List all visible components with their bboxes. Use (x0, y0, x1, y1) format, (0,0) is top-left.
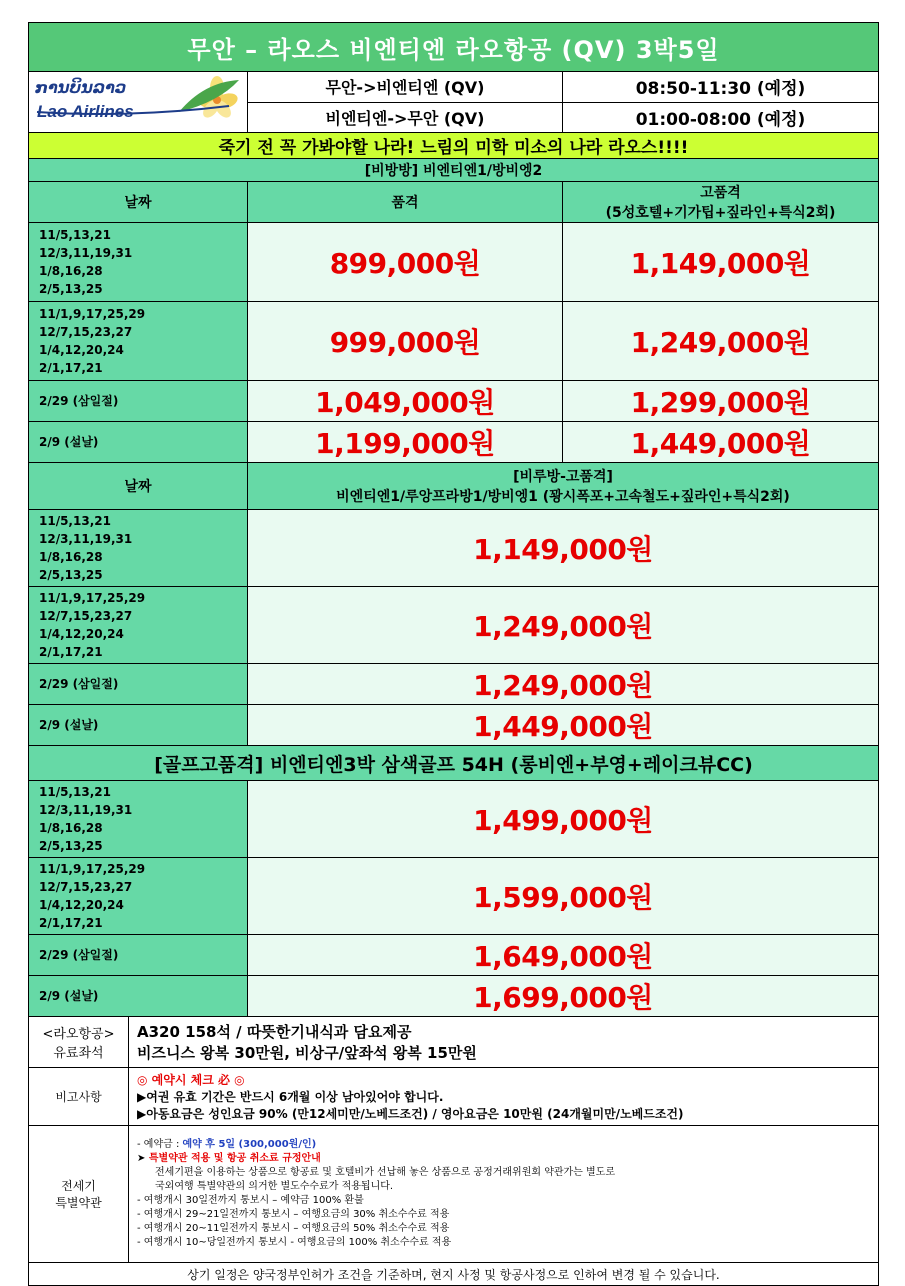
pointer-icon: ➤ (137, 1153, 149, 1164)
seats-label-line1: <라오항공> (42, 1027, 115, 1042)
notes-table (28, 1016, 879, 1286)
section2-title-line2: 비엔티엔1/루앙프라방1/방비엥1 (꽝시폭포+고속철도+짚라인+특식2회) (336, 489, 790, 505)
table-row (29, 935, 879, 976)
date-line: 2/1,17,21 (39, 645, 103, 659)
date-line: 11/5,13,21 (39, 228, 111, 242)
date-cell (29, 302, 248, 381)
price-cell: 1,449,000원 (248, 705, 879, 746)
remarks-info (129, 1068, 879, 1126)
price-prem: 1,249,000원 (563, 302, 879, 381)
seats-info (129, 1017, 879, 1068)
table-row (29, 705, 879, 746)
date-line: 11/1,9,17,25,29 (39, 307, 146, 321)
seats-label-line2: 유료좌석 (53, 1046, 104, 1061)
seats-label (29, 1017, 129, 1068)
rule-line: - 여행개시 30일전까지 통보시 – 예약금 100% 환불 (137, 1195, 364, 1206)
flight-time-out: 08:50-11:30 (예정) (563, 72, 879, 103)
deposit-prefix: - 예약금 : (137, 1139, 183, 1150)
date-line: 12/3,11,19,31 (39, 532, 133, 546)
deposit-line (137, 1138, 870, 1152)
date-line: 12/3,11,19,31 (39, 803, 133, 817)
rule-line: - 여행개시 10~당일전까지 통보시 - 여행요금의 100% 취소수수료 적용 (137, 1237, 452, 1248)
table-row (29, 587, 879, 664)
remarks-label: 비고사항 (29, 1068, 129, 1126)
date-cell: 2/9 (설날) (29, 422, 248, 463)
date-line: 1/8,16,28 (39, 264, 103, 278)
section2-col-date: 날짜 (29, 463, 248, 510)
date-line: 11/1,9,17,25,29 (39, 862, 146, 876)
flight-route-out: 무안->비엔티엔 (QV) (248, 72, 563, 103)
date-line: 12/7,15,23,27 (39, 880, 133, 894)
date-cell (29, 858, 248, 935)
table-row (29, 381, 879, 422)
date-line: 2/5,13,25 (39, 282, 103, 296)
price-sheet (28, 22, 878, 1286)
table-row (29, 781, 879, 858)
price-prem: 1,449,000원 (563, 422, 879, 463)
price-std: 1,199,000원 (248, 422, 563, 463)
price-std: 999,000원 (248, 302, 563, 381)
date-line: 1/4,12,20,24 (39, 343, 124, 357)
table-row (29, 302, 879, 381)
date-line: 11/5,13,21 (39, 514, 111, 528)
flight-route-back: 비엔티엔->무안 (QV) (248, 102, 563, 133)
section1-col-date: 날짜 (29, 182, 248, 223)
date-cell: 2/29 (삼일절) (29, 935, 248, 976)
date-line: 2/5,13,25 (39, 568, 103, 582)
price-cell: 1,249,000원 (248, 664, 879, 705)
date-cell (29, 510, 248, 587)
price-table (28, 22, 879, 1017)
section1-col-prem-line2: (5성호텔+기가팁+짚라인+특식2회) (605, 205, 836, 221)
price-std: 899,000원 (248, 223, 563, 302)
price-cell: 1,649,000원 (248, 935, 879, 976)
price-prem: 1,299,000원 (563, 381, 879, 422)
date-line: 1/4,12,20,24 (39, 627, 124, 641)
section1-title: [비방방] 비엔티엔1/방비엥2 (29, 159, 879, 182)
price-cell: 1,699,000원 (248, 976, 879, 1017)
rule-line: - 여행개시 29~21일전까지 통보시 – 여행요금의 30% 취소수수료 적용 (137, 1209, 450, 1220)
charter-label (29, 1126, 129, 1263)
date-line: 2/5,13,25 (39, 839, 103, 853)
date-line: 12/7,15,23,27 (39, 325, 133, 339)
date-cell (29, 781, 248, 858)
date-cell: 2/29 (삼일절) (29, 664, 248, 705)
date-cell: 2/9 (설날) (29, 976, 248, 1017)
section3-title: [골프고품격] 비엔티엔3박 삼색골프 54H (롱비엔+부영+레이크뷰CC) (29, 746, 879, 781)
special-title (137, 1152, 870, 1166)
table-row (29, 664, 879, 705)
deposit-value: 예약 후 5일 (300,000원/인) (182, 1139, 317, 1150)
logo-name: Lao Airlines (37, 102, 134, 121)
date-line: 2/1,17,21 (39, 361, 103, 375)
date-line: 1/8,16,28 (39, 821, 103, 835)
airline-logo (29, 72, 248, 133)
date-line: 12/7,15,23,27 (39, 609, 133, 623)
price-std: 1,049,000원 (248, 381, 563, 422)
special-title-text: 특별약관 적용 및 항공 취소료 규정안내 (148, 1153, 321, 1164)
section1-col-prem-line1: 고품격 (700, 185, 741, 201)
section1-col-std: 품격 (248, 182, 563, 223)
table-row (29, 858, 879, 935)
rule-line: - 여행개시 20~11일전까지 통보시 – 여행요금의 50% 취소수수료 적용 (137, 1223, 450, 1234)
remarks-line2: ▶아동요금은 성인요금 90% (만12세미만/노베드조건) / 영아요금은 10만원 (24개월미만/노베드조건) (137, 1107, 684, 1121)
date-cell (29, 223, 248, 302)
date-cell: 2/29 (삼일절) (29, 381, 248, 422)
table-row (29, 976, 879, 1017)
section2-title-line1: [비루방-고품격] (513, 469, 613, 485)
date-line: 2/1,17,21 (39, 916, 103, 930)
date-line: 11/1,9,17,25,29 (39, 591, 146, 605)
section2-title (248, 463, 879, 510)
table-row (29, 510, 879, 587)
section1-col-prem (563, 182, 879, 223)
table-row (29, 223, 879, 302)
price-prem: 1,149,000원 (563, 223, 879, 302)
date-line: 11/5,13,21 (39, 785, 111, 799)
date-cell: 2/9 (설날) (29, 705, 248, 746)
remarks-line1: ▶여권 유효 기간은 반드시 6개월 이상 남아있어야 합니다. (137, 1090, 444, 1104)
slogan: 죽기 전 꼭 가봐야할 나라! 느림의 미학 미소의 나라 라오스!!!! (29, 133, 879, 159)
price-cell: 1,599,000원 (248, 858, 879, 935)
seats-line1: A320 158석 / 따뜻한기내식과 담요제공 (137, 1023, 412, 1041)
remarks-check: ◎ 예약시 체크 必 ◎ (137, 1073, 245, 1087)
logo-thai-text: ການບິນລາວ (35, 78, 127, 97)
seats-line2: 비즈니스 왕복 30만원, 비상구/앞좌석 왕복 15만원 (137, 1044, 477, 1062)
date-line: 12/3,11,19,31 (39, 246, 133, 260)
footer-note: 상기 일정은 양국정부인허가 조건을 기준하며, 현지 사정 및 항공사정으로 인하여 변경 될 수 있습니다. (29, 1263, 879, 1286)
price-cell: 1,249,000원 (248, 587, 879, 664)
page-title: 무안 – 라오스 비엔티엔 라오항공 (QV) 3박5일 (29, 23, 879, 72)
charter-info (129, 1126, 879, 1263)
table-row (29, 422, 879, 463)
price-cell: 1,149,000원 (248, 510, 879, 587)
special-body2: 국외여행 특별약관의 의거한 별도수수료가 적용됩니다. (155, 1181, 394, 1192)
charter-label-line2: 특별약관 (55, 1196, 102, 1210)
date-cell (29, 587, 248, 664)
special-body1: 전세기편을 이용하는 상품으로 항공료 및 호텔비가 선납해 놓은 상품으로 공정거래위원회 약관가는 별도로 (155, 1167, 616, 1178)
flight-time-back: 01:00-08:00 (예정) (563, 102, 879, 133)
charter-label-line1: 전세기 (61, 1179, 96, 1193)
date-line: 1/8,16,28 (39, 550, 103, 564)
date-line: 1/4,12,20,24 (39, 898, 124, 912)
price-cell: 1,499,000원 (248, 781, 879, 858)
